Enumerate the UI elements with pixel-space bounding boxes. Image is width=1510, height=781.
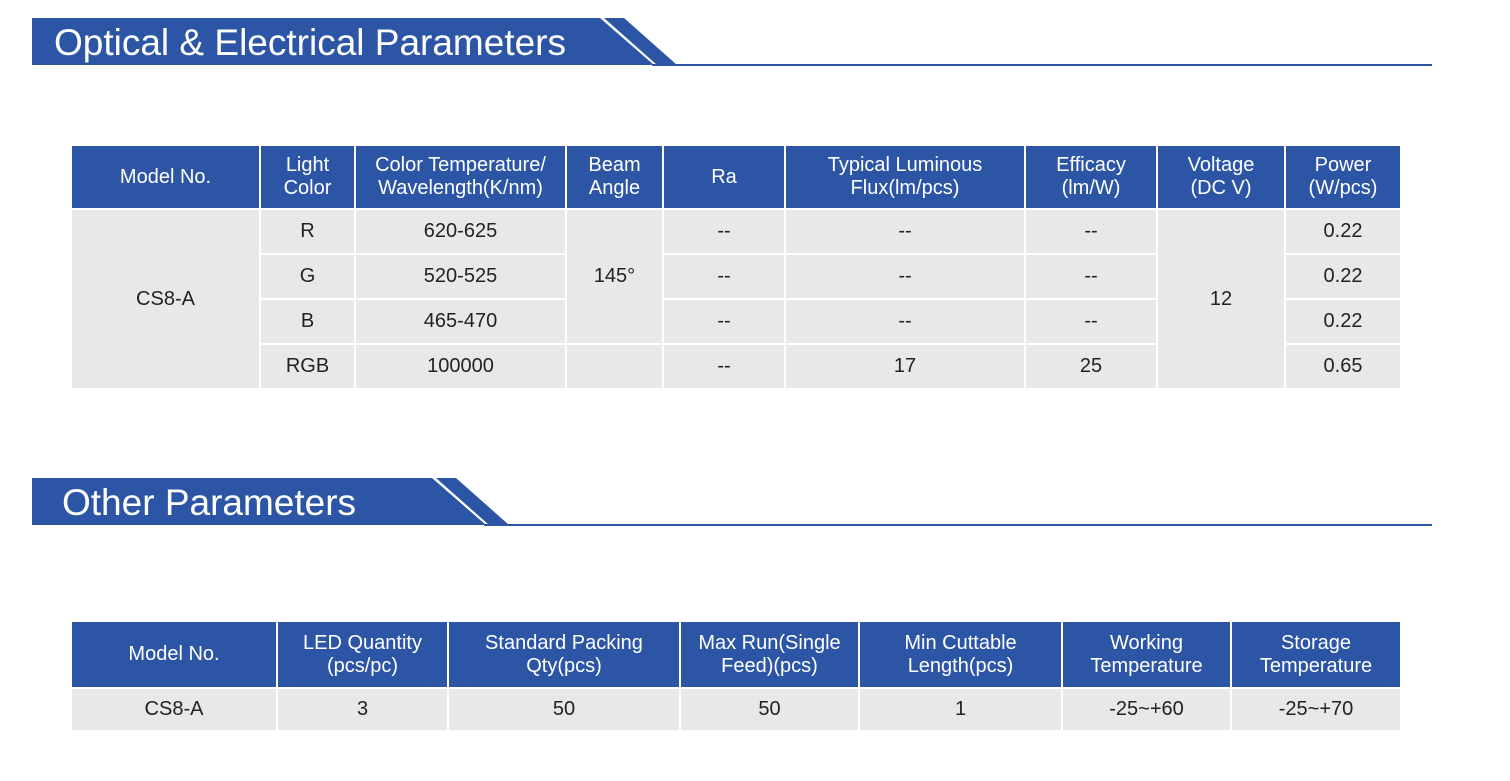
header-min-cuttable [859, 621, 1062, 688]
header-label: Wavelength(K/nm) [378, 177, 543, 199]
header-label: Standard Packing [485, 631, 643, 654]
cell-luminous-flux: -- [785, 299, 1025, 344]
header-label: Angle [588, 177, 641, 199]
header-label: Model No. [119, 165, 212, 188]
section-header-optical [32, 18, 1432, 68]
header-label: Min Cuttable [904, 631, 1017, 654]
cell-min-cuttable: 1 [859, 688, 1062, 731]
table-header-row [71, 145, 1401, 209]
optical-electrical-table [70, 144, 1402, 390]
cell-power: 0.22 [1285, 254, 1401, 299]
cell-luminous-flux: -- [785, 209, 1025, 254]
cell-ra: -- [663, 254, 785, 299]
header-label: Model No. [128, 643, 220, 665]
header-model [71, 145, 260, 209]
header-label: Color Temperature/ [375, 154, 546, 176]
cell-efficacy: 25 [1025, 344, 1157, 389]
header-model [71, 621, 277, 688]
cell-ra: -- [663, 344, 785, 389]
section-title: Optical & Electrical Parameters [54, 22, 567, 63]
header-label: Max Run(Single [698, 631, 841, 654]
header-working-temperature [1062, 621, 1231, 688]
cell-light-color: G [260, 254, 355, 299]
header-color-temperature [355, 145, 566, 209]
section-header-other [32, 478, 1432, 528]
header-label: (lm/W) [1061, 177, 1121, 199]
table-row [71, 688, 1401, 731]
cell-light-color: R [260, 209, 355, 254]
cell-working-temperature: -25~+60 [1062, 688, 1231, 731]
header-luminous-flux [785, 145, 1025, 209]
cell-light-color: B [260, 299, 355, 344]
header-voltage [1157, 145, 1285, 209]
header-max-run [680, 621, 859, 688]
header-label: Storage [1280, 631, 1352, 654]
header-label: Voltage [1187, 154, 1255, 176]
cell-beam-angle-empty [566, 344, 663, 389]
cell-ra: -- [663, 299, 785, 344]
cell-voltage: 12 [1157, 209, 1285, 389]
other-parameters-table [70, 620, 1402, 732]
header-label: LED Quantity [303, 631, 422, 654]
header-storage-temperature [1231, 621, 1401, 688]
cell-power: 0.22 [1285, 209, 1401, 254]
cell-color-temperature: 520-525 [355, 254, 566, 299]
header-label: Temperature [1090, 654, 1203, 677]
cell-beam-angle: 145° [566, 209, 663, 344]
cell-luminous-flux: 17 [785, 344, 1025, 389]
cell-luminous-flux: -- [785, 254, 1025, 299]
header-ra [663, 145, 785, 209]
cell-efficacy: -- [1025, 209, 1157, 254]
header-label: Flux(lm/pcs) [850, 177, 960, 199]
header-label: (DC V) [1190, 177, 1252, 199]
cell-efficacy: -- [1025, 299, 1157, 344]
header-label: (pcs/pc) [326, 654, 399, 677]
header-label: Beam [588, 154, 641, 176]
cell-color-temperature: 465-470 [355, 299, 566, 344]
cell-color-temperature: 620-625 [355, 209, 566, 254]
header-efficacy [1025, 145, 1157, 209]
header-label: Working [1110, 631, 1183, 654]
cell-power: 0.65 [1285, 344, 1401, 389]
cell-model: CS8-A [71, 209, 260, 389]
table-header-row [71, 621, 1401, 688]
cell-max-run: 50 [680, 688, 859, 731]
header-standard-packing [448, 621, 680, 688]
cell-storage-temperature: -25~+70 [1231, 688, 1401, 731]
header-label: Light [285, 154, 330, 176]
header-led-quantity [277, 621, 448, 688]
cell-efficacy: -- [1025, 254, 1157, 299]
cell-led-quantity: 3 [277, 688, 448, 731]
header-label: Power [1314, 154, 1372, 176]
cell-power: 0.22 [1285, 299, 1401, 344]
header-label: Ra [711, 165, 737, 188]
table-row [71, 209, 1401, 254]
cell-standard-packing: 50 [448, 688, 680, 731]
header-label: (W/pcs) [1308, 177, 1378, 199]
header-label: Length(pcs) [907, 654, 1014, 677]
header-light-color [260, 145, 355, 209]
header-label: Efficacy [1056, 154, 1126, 176]
header-label: Temperature [1259, 654, 1373, 677]
section-title: Other Parameters [62, 482, 357, 523]
header-label: Typical Luminous [827, 154, 983, 176]
cell-model: CS8-A [71, 688, 277, 731]
cell-ra: -- [663, 209, 785, 254]
cell-light-color: RGB [260, 344, 355, 389]
header-label: Color [283, 177, 332, 199]
cell-color-temperature: 100000 [355, 344, 566, 389]
header-power [1285, 145, 1401, 209]
header-label: Qty(pcs) [526, 654, 602, 677]
header-beam-angle [566, 145, 663, 209]
header-label: Feed)(pcs) [721, 654, 818, 677]
